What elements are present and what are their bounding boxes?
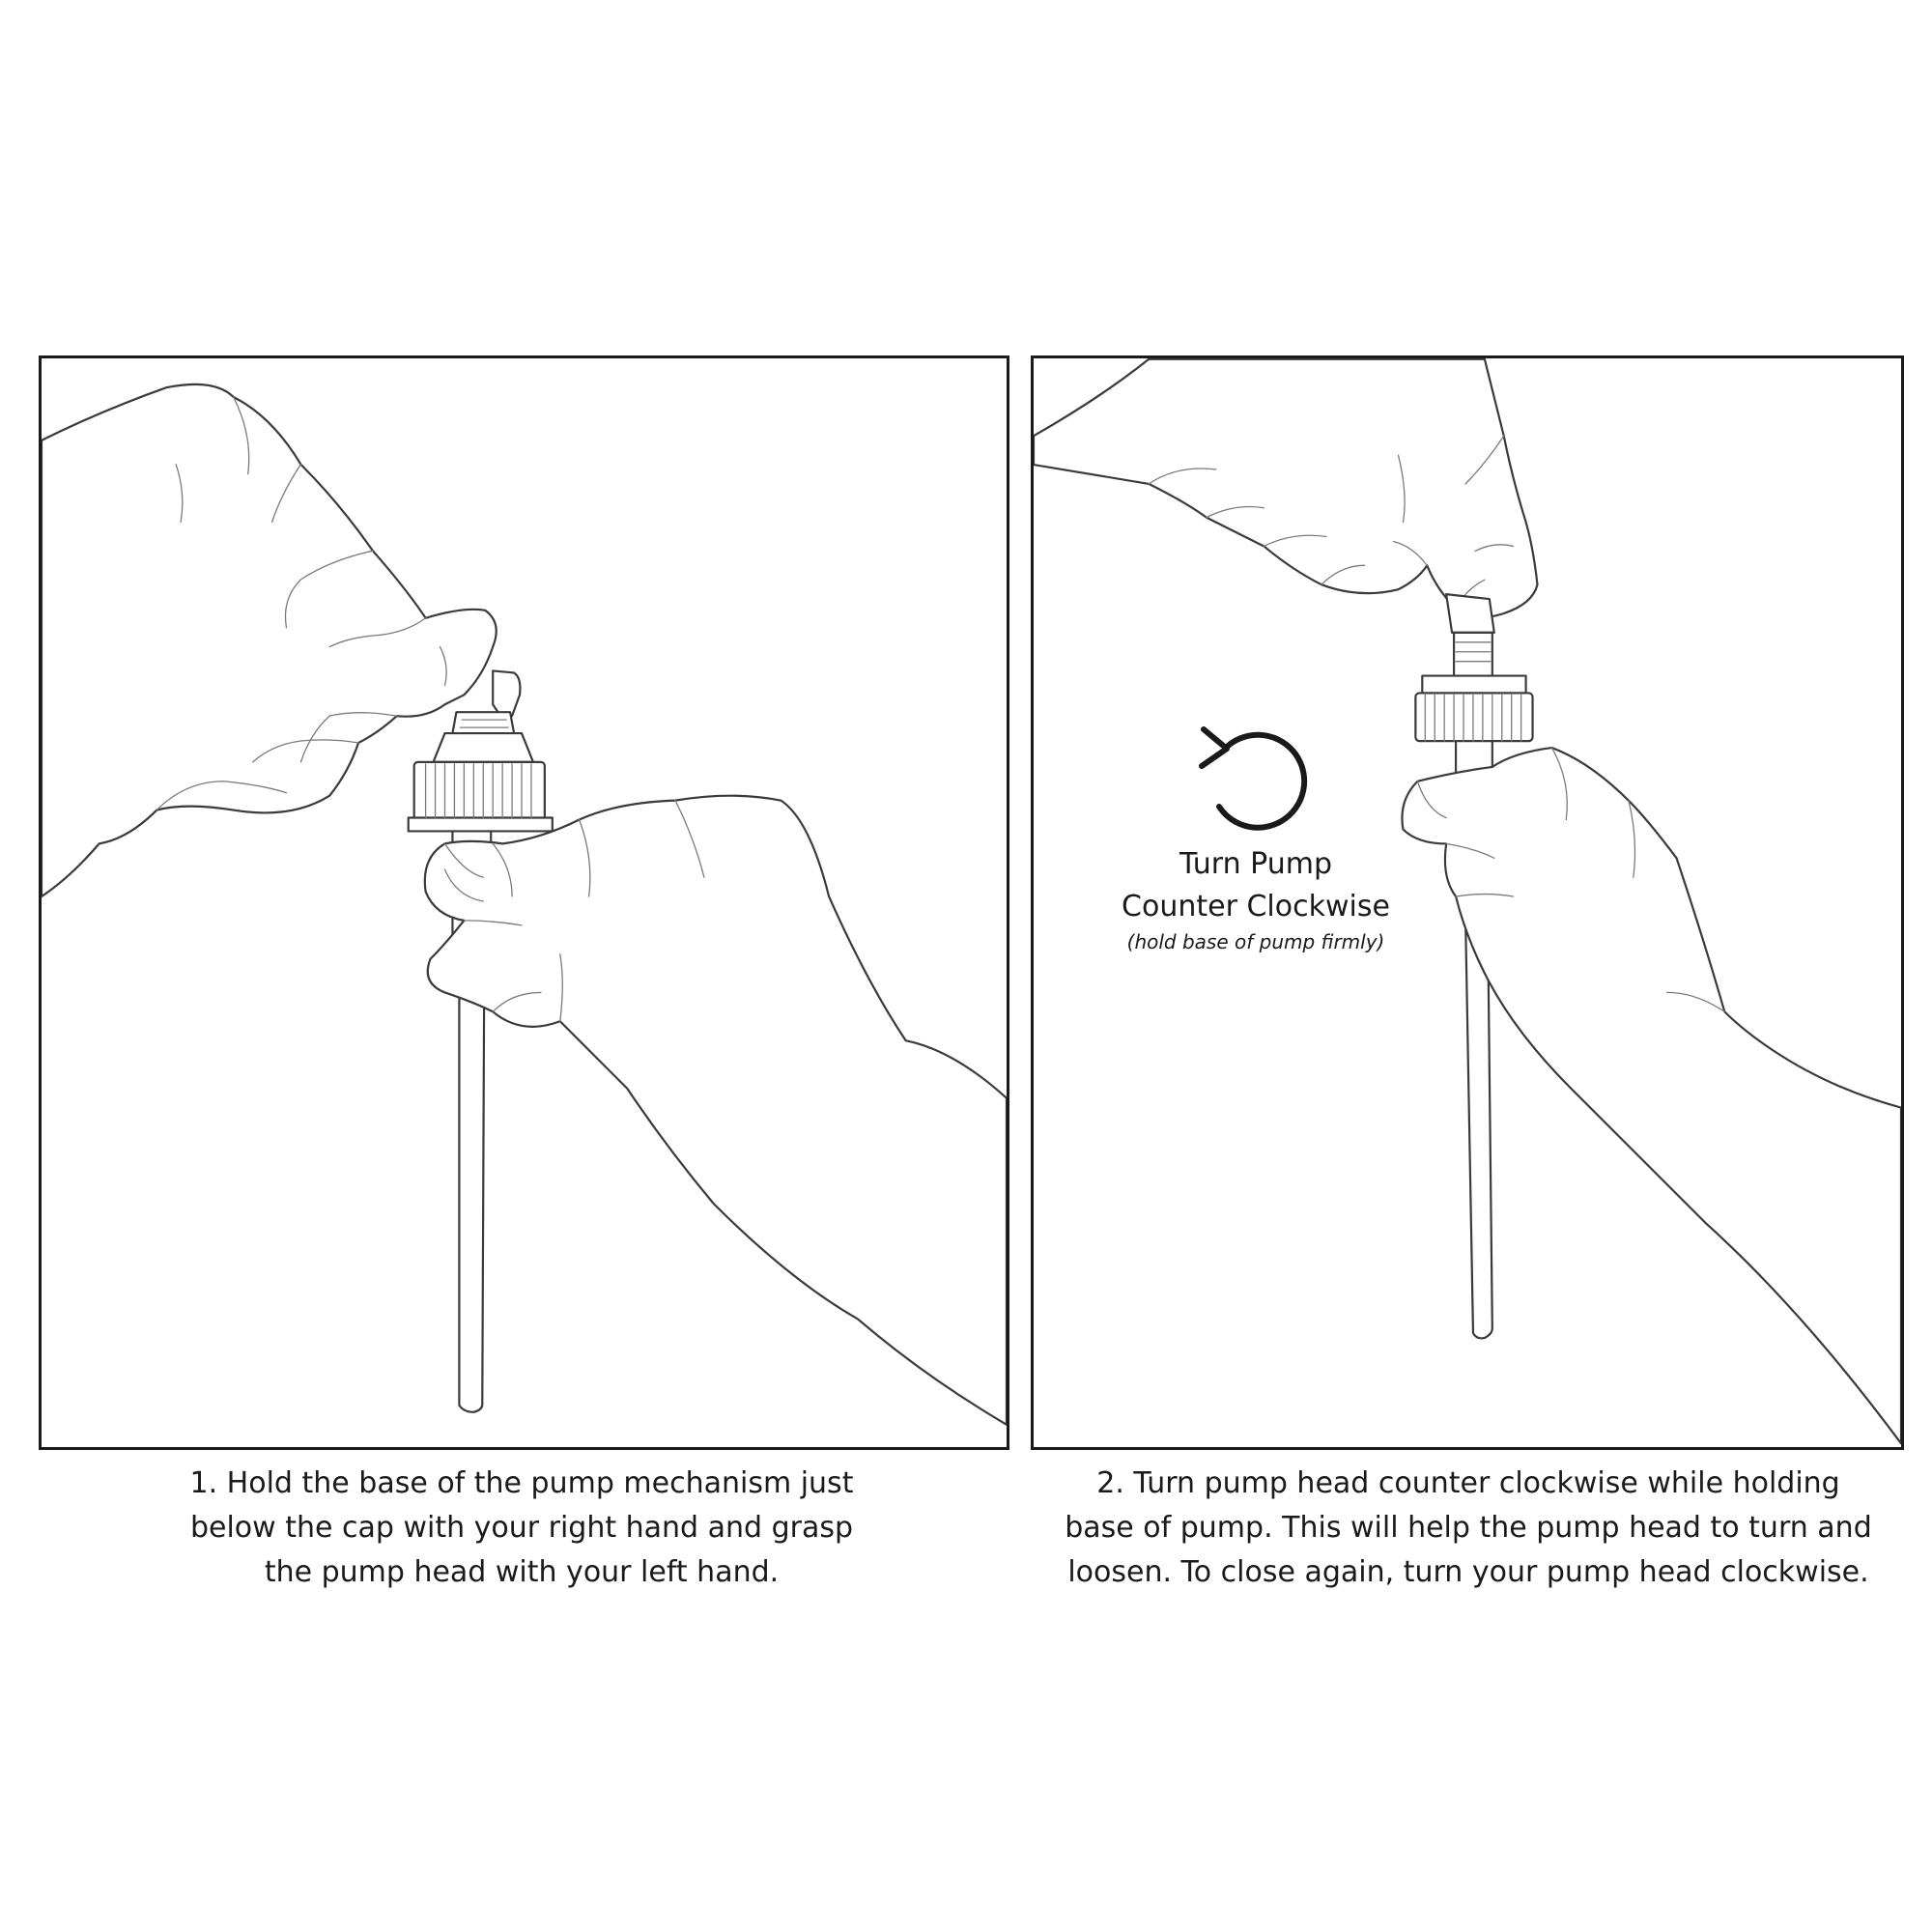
caption-line: below the cap with your right hand and grasp (189, 1511, 854, 1545)
right-hand (425, 796, 1007, 1425)
counter-clockwise-arrow-icon (1188, 710, 1323, 845)
pump-tube (459, 974, 484, 1412)
step-1-illustration-panel (39, 355, 1009, 1450)
caption-line: 2. Turn pump head counter clockwise while holding (1096, 1466, 1840, 1500)
caption-line: base of pump. This will help the pump head to turn and (1065, 1511, 1872, 1545)
turn-label-note: (hold base of pump firmly) (1126, 930, 1385, 953)
top-hand (1034, 359, 1538, 617)
step-2-caption (1034, 1462, 1903, 1595)
caption-line: loosen. To close again, turn your pump head clockwise. (1067, 1555, 1869, 1589)
turn-label-line-2: Counter Clockwise (1122, 890, 1390, 923)
pump-head (1446, 594, 1494, 675)
bottom-hand (1402, 748, 1901, 1443)
caption-line: the pump head with your left hand. (264, 1555, 780, 1589)
caption-line: 1. Hold the base of the pump mechanism just (189, 1466, 854, 1500)
turn-instruction-label (1092, 843, 1420, 955)
turn-label-line-1: Turn Pump (1179, 847, 1332, 881)
step-1-caption (135, 1462, 908, 1595)
step-1-drawing (42, 358, 1007, 1447)
